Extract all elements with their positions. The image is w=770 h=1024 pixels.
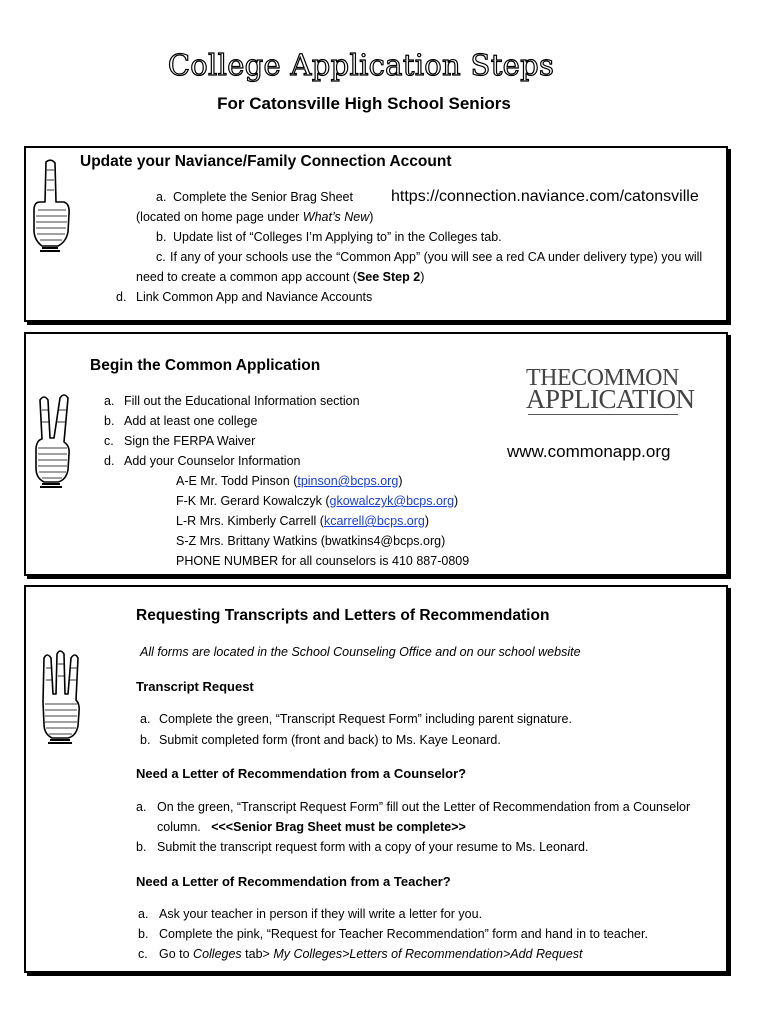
counselor-recommendation-item-a-marker: a. (136, 800, 147, 814)
step-1-item-a: Complete the Senior Brag Sheet (173, 190, 353, 204)
transcript-request-heading: Transcript Request (136, 679, 254, 694)
step-2-item-marker: b. (104, 414, 115, 428)
counselor-email-link[interactable]: gkowalczyk@bcps.org (329, 494, 455, 508)
counselor-phone: PHONE NUMBER for all counselors is 410 887-0809 (176, 554, 470, 568)
step-2-item: Add at least one college (124, 414, 258, 428)
counselor-recommendation-item-a-continued: column. <<<Senior Brag Sheet must be complete>> (157, 820, 466, 834)
teacher-recommendation-heading: Need a Letter of Recommendation from a Teacher? (136, 874, 451, 889)
step-2-item: Fill out the Educational Information section (124, 394, 360, 408)
teacher-recommendation-item-c-marker: c. (138, 947, 148, 961)
step-1-item-d: Link Common App and Naviance Accounts (136, 290, 373, 304)
counselor-recommendation-item-a: On the green, “Transcript Request Form” fill out the Letter of Recommendation from a Counselor (157, 800, 691, 814)
step-3-heading: Requesting Transcripts and Letters of Recommendation (136, 607, 550, 624)
step-2-item-marker: a. (104, 394, 115, 408)
counselor-email-link[interactable]: kcarrell@bcps.org (323, 514, 425, 528)
page-title: College Application Steps (167, 48, 555, 82)
step-2-heading: Begin the Common Application (90, 357, 321, 374)
step-1-item-d-marker: d. (116, 290, 127, 304)
teacher-recommendation-item-c: Go to Colleges tab> My Colleges>Letters of Recommendation>Add Request (159, 947, 583, 961)
step-1-item-c: If any of your schools use the “Common App” (you will see a red CA under delivery type) you will (170, 250, 703, 264)
one-finger-hand-icon (28, 158, 74, 254)
naviance-url[interactable]: https://connection.naviance.com/catonsville (391, 188, 699, 205)
two-finger-hand-icon (30, 392, 74, 490)
teacher-recommendation-item-b-marker: b. (138, 927, 149, 941)
common-app-logo-line1: THECOMMON (526, 365, 679, 391)
transcript-item-marker: b. (140, 733, 151, 747)
counselor-line: A-E Mr. Todd Pinson (tpinson@bcps.org) (176, 474, 403, 488)
transcript-item: Submit completed form (front and back) to Ms. Kaye Leonard. (159, 733, 501, 747)
counselor-recommendation-item-b: Submit the transcript request form with a copy of your resume to Ms. Leonard. (157, 840, 589, 854)
step-2-item-marker: d. (104, 454, 115, 468)
transcript-item: Complete the green, “Transcript Request Form” including parent signature. (159, 712, 572, 726)
teacher-recommendation-item-a: Ask your teacher in person if they will write a letter for you. (159, 907, 483, 921)
step-2-item: Sign the FERPA Waiver (124, 434, 256, 448)
counselor-line: S-Z Mrs. Brittany Watkins (bwatkins4@bcps.org) (176, 534, 446, 548)
step-1-item-a-marker: a. (156, 190, 167, 204)
step-1-heading: Update your Naviance/Family Connection Account (80, 153, 452, 170)
teacher-recommendation-item-a-marker: a. (138, 907, 149, 921)
step-1-item-a-continued: (located on home page under What’s New) (136, 210, 374, 224)
counselor-line: F-K Mr. Gerard Kowalczyk (gkowalczyk@bcps.org) (176, 494, 459, 508)
counselor-line: L-R Mrs. Kimberly Carrell (kcarrell@bcps.org) (176, 514, 430, 528)
common-app-logo-line2: APPLICATION (526, 384, 695, 414)
three-finger-hand-icon (38, 646, 84, 746)
step-1-item-c-continued: need to create a common app account (See Step 2) (136, 270, 425, 284)
page-subtitle: For Catonsville High School Seniors (217, 94, 511, 113)
counselor-recommendation-heading: Need a Letter of Recommendation from a Counselor? (136, 766, 467, 781)
counselor-recommendation-item-b-marker: b. (136, 840, 147, 854)
counselor-email-link[interactable]: tpinson@bcps.org (297, 474, 399, 488)
common-app-url[interactable]: www.commonapp.org (507, 442, 671, 461)
step-2-item: Add your Counselor Information (124, 454, 301, 468)
teacher-recommendation-item-b: Complete the pink, “Request for Teacher Recommendation” form and hand in to teacher. (159, 927, 648, 941)
step-1-item-b: Update list of “Colleges I’m Applying to” in the Colleges tab. (173, 230, 502, 244)
brag-sheet-warning: <<<Senior Brag Sheet must be complete>> (211, 820, 466, 834)
transcript-item-marker: a. (140, 712, 151, 726)
forms-location-note: All forms are located in the School Counseling Office and on our school website (140, 645, 581, 659)
step-1-item-c-marker: c. (156, 250, 166, 264)
step-2-item-marker: c. (104, 434, 114, 448)
step-1-item-b-marker: b. (156, 230, 167, 244)
common-app-logo-rule (528, 414, 678, 415)
